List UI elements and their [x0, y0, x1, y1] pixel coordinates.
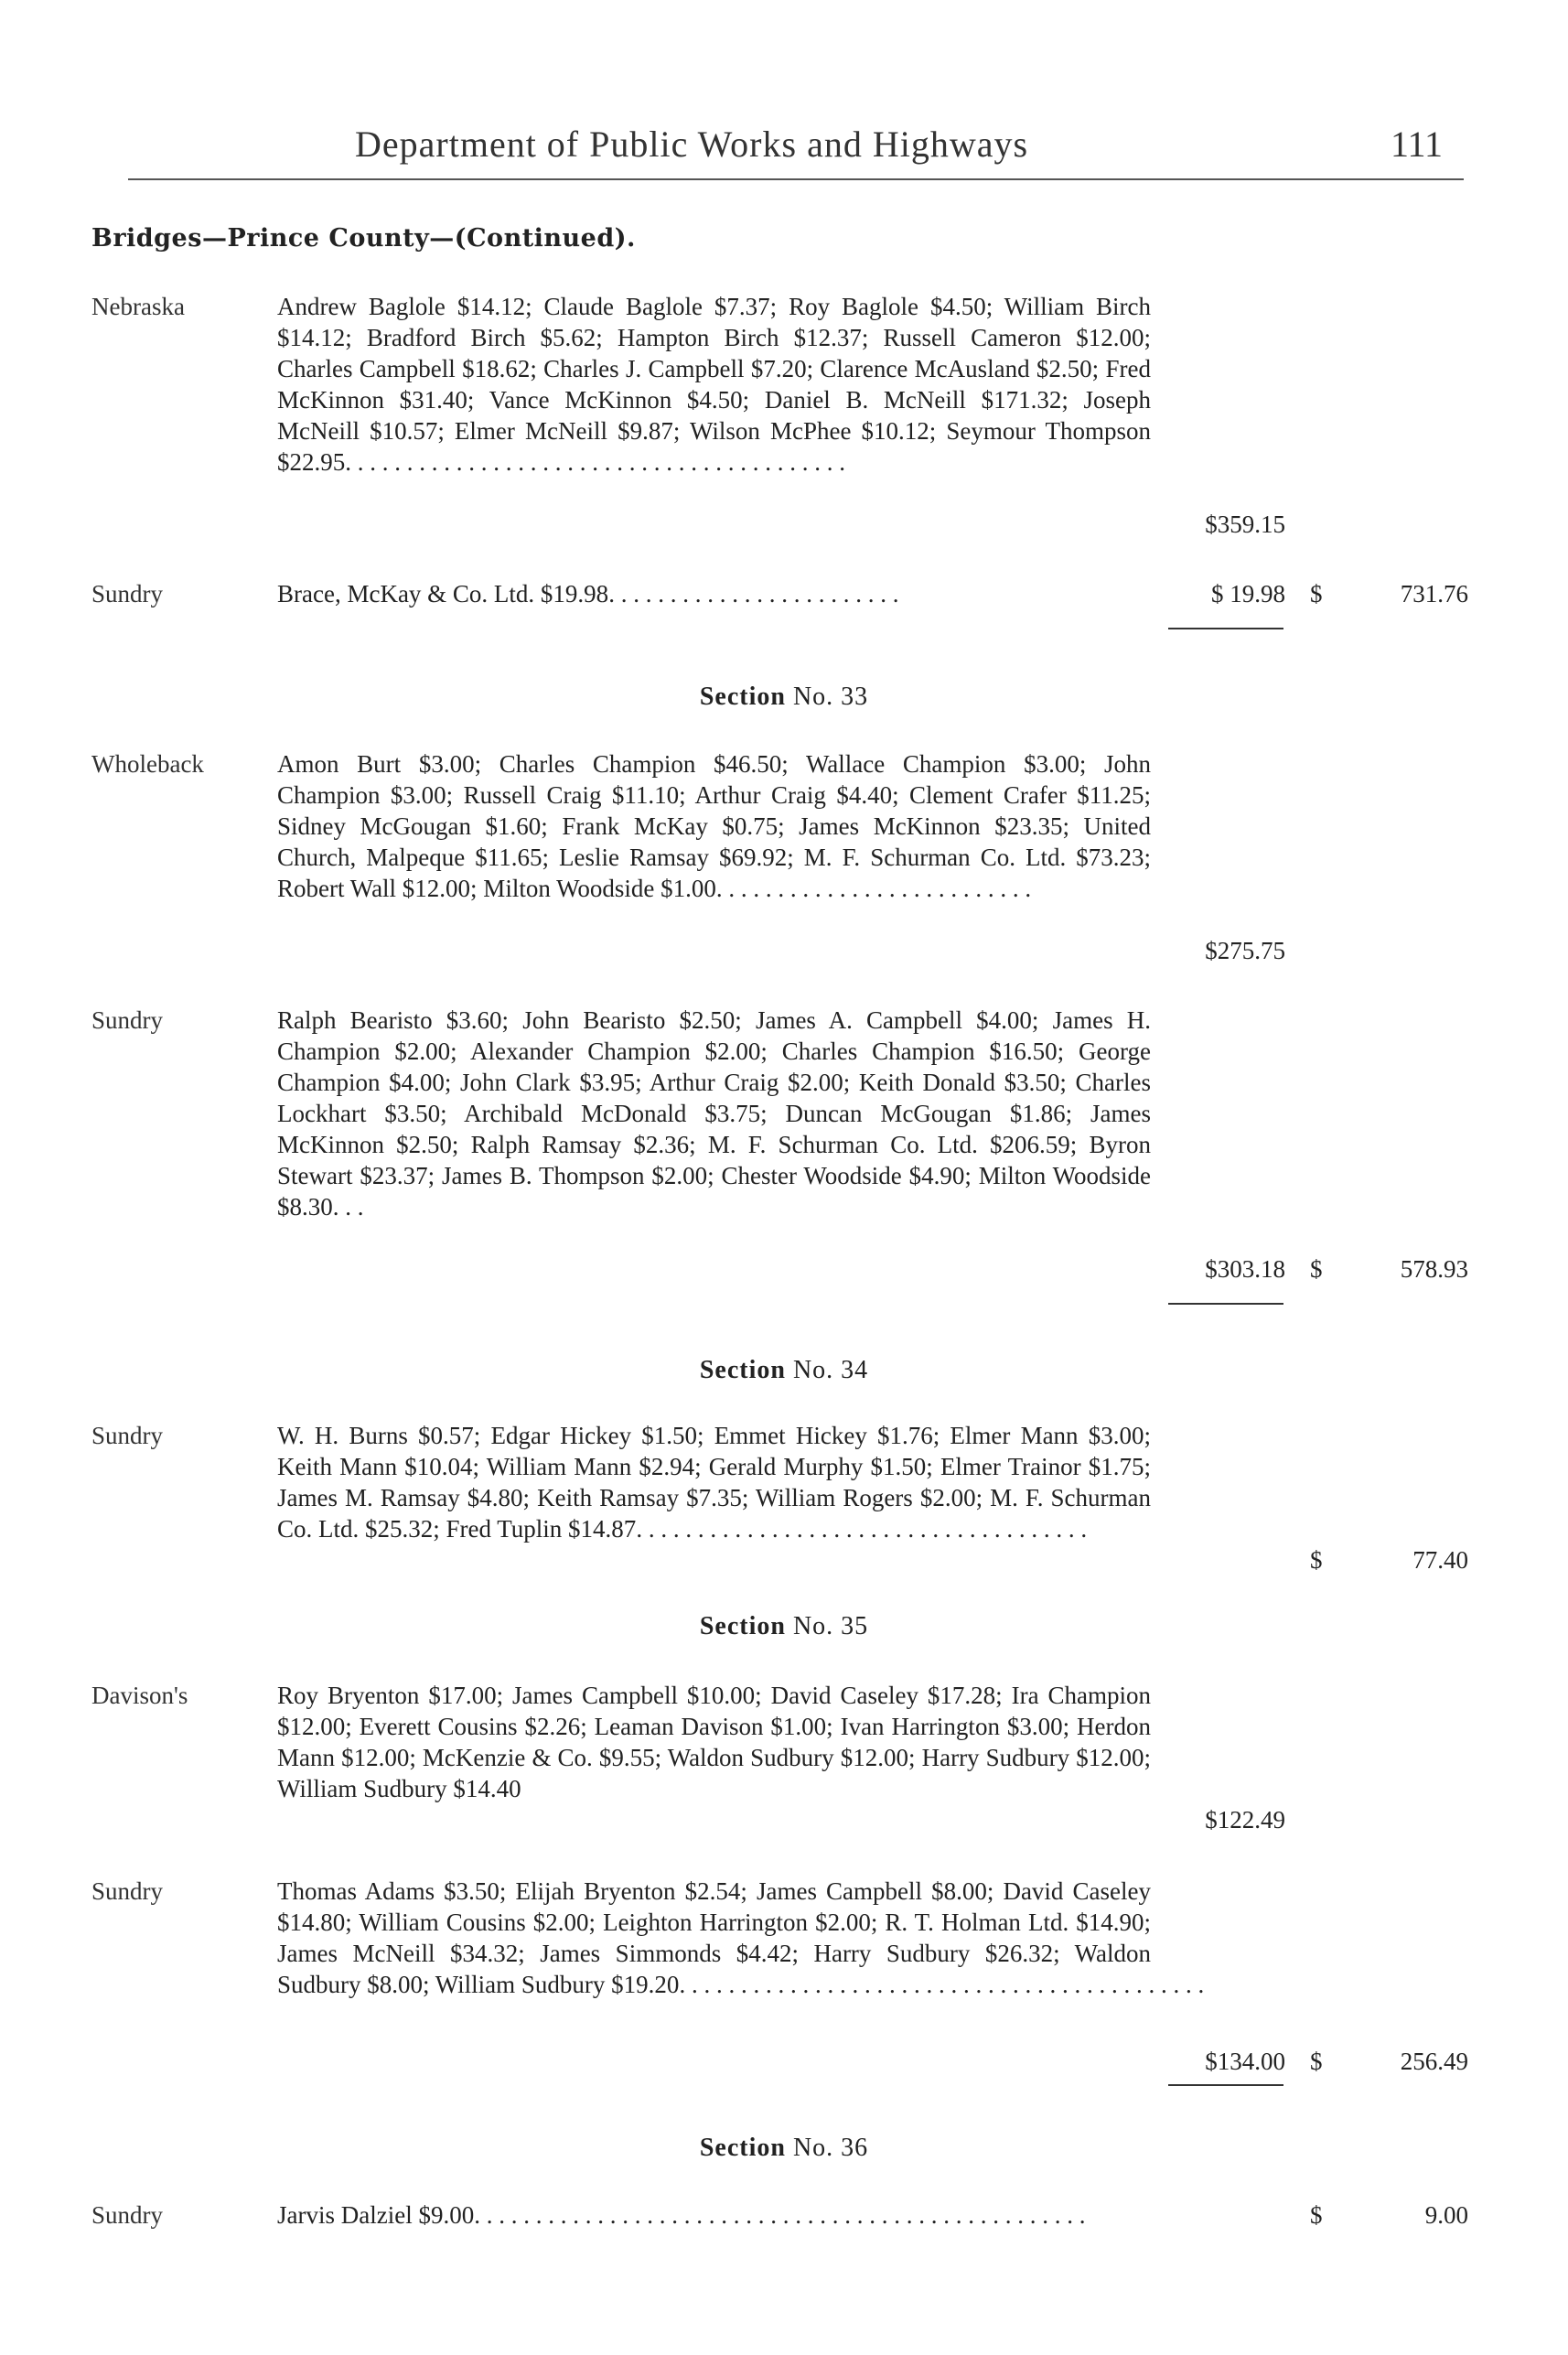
entry-payees: Andrew Baglole $14.12; Claude Baglole $7.37; Roy Baglole $4.50; William Birch $14.12; Bradford Birch $5.62; Hampton Birch $12.37; Russell Cameron $12.00; Charles Campbell $18.62; Charles J. Campbell $7.20; Clarence McAusland $2.50; Fred McKinnon $31.40; Vance McKinnon $4.50; Daniel B. McNeill $171.32; Joseph McNeill $10.57; Elmer McNeill $9.87; Wilson McPhee $10.12; Seymour Thompson $22.95: [277, 293, 1151, 476]
section-heading: Bridges—Prince County—(Continued).: [91, 224, 636, 253]
subtotal-rule: [1168, 2084, 1283, 2086]
entry-text: Thomas Adams $3.50; Elijah Bryenton $2.54; James Campbell $8.00; David Caseley $14.80; William Cousins $2.00; Leighton Harrington $2.00; R. T. Holman Ltd. $14.90; James McNeill $34.32; James Simmonds $4.42; Harry Sudbury $26.32; Waldon Sudbury $8.00; William Sudbury $19.20. . . . . . . . . . . . . . . . . . . . . . . . . . . . . . . . . . . . . . . . . . .: [277, 1877, 1205, 1998]
total-dollar-sign: $: [1310, 2048, 1323, 2075]
entry-payees: Thomas Adams $3.50; Elijah Bryenton $2.54; James Campbell $8.00; David Caseley $14.80; William Cousins $2.00; Leighton Harrington $2.00; R. T. Holman Ltd. $14.90; James McNeill $34.32; James Simmonds $4.42; Harry Sudbury $26.32; Waldon Sudbury $8.00; William Sudbury $19.20: [277, 1877, 1151, 1998]
entry-subtotal: $122.49: [1205, 1806, 1285, 1833]
total-dollar-sign: $: [1310, 580, 1323, 608]
section-total: 9.00: [1424, 2201, 1468, 2229]
entry-text: Ralph Bearisto $3.60; John Bearisto $2.50; James A. Campbell $4.00; James H. Champion $2.00; Alexander Champion $2.00; Charles Champion $16.50; George Champion $4.00; John Clark $3.95; Arthur Craig $2.00; Keith Donald $3.50; Charles Lockhart $3.50; Archibald McDonald $3.75; Duncan McGougan $1.86; James McKinnon $2.50; Ralph Ramsay $2.36; M. F. Schurman Co. Ltd. $206.59; Byron Stewart $23.37; James B. Thompson $2.00; Chester Woodside $4.90; Milton Woodside $8.30. . .: [277, 1006, 1151, 1221]
header-rule: [128, 178, 1464, 180]
total-dollar-sign: $: [1310, 2201, 1323, 2229]
total-dollar-sign: $: [1310, 1255, 1323, 1283]
entry-subtotal: $ 19.98: [1211, 580, 1285, 608]
subtotal-rule: [1168, 628, 1283, 629]
entry-text: Andrew Baglole $14.12; Claude Baglole $7.37; Roy Baglole $4.50; William Birch $14.12; Bradford Birch $5.62; Hampton Birch $12.37; Russell Cameron $12.00; Charles Campbell $18.62; Charles J. Campbell $7.20; Clarence McAusland $2.50; Fred McKinnon $31.40; Vance McKinnon $4.50; Daniel B. McNeill $171.32; Joseph McNeill $10.57; Elmer McNeill $9.87; Wilson McPhee $10.12; Seymour Thompson $22.95. . . . . . . . . . . . . . . . . . . . . . . . . . . . . . . . . . . . . . . . .: [277, 293, 1151, 476]
entry-location: Davison's: [91, 1682, 188, 1709]
entry-location: Sundry: [91, 2201, 164, 2229]
section-title: Section No. 35: [699, 1612, 869, 1640]
section-title: Section No. 36: [699, 2134, 869, 2162]
entry-payees: W. H. Burns $0.57; Edgar Hickey $1.50; Emmet Hickey $1.76; Elmer Mann $3.00; Keith Mann $10.04; William Mann $2.94; Gerald Murphy $1.50; Elmer Trainor $1.75; James M. Ramsay $4.80; Keith Ramsay $7.35; William Rogers $2.00; M. F. Schurman Co. Ltd. $25.32; Fred Tuplin $14.87: [277, 1422, 1151, 1543]
entry-text: W. H. Burns $0.57; Edgar Hickey $1.50; Emmet Hickey $1.76; Elmer Mann $3.00; Keith Mann $10.04; William Mann $2.94; Gerald Murphy $1.50; Elmer Trainor $1.75; James M. Ramsay $4.80; Keith Ramsay $7.35; William Rogers $2.00; M. F. Schurman Co. Ltd. $25.32; Fred Tuplin $14.87. . . . . . . . . . . . . . . . . . . . . . . . . . . . . . . . . . . . .: [277, 1422, 1151, 1543]
entry-text: [277, 1680, 1151, 1804]
section-total: 578.93: [1400, 1255, 1468, 1283]
entry-subtotal: $303.18: [1205, 1255, 1285, 1283]
entry-subtotal: $134.00: [1205, 2048, 1285, 2075]
section-total: 256.49: [1400, 2048, 1468, 2075]
entry-text: Amon Burt $3.00; Charles Champion $46.50; Wallace Champion $3.00; John Champion $3.00; Russell Craig $11.10; Arthur Craig $4.40; Clement Crafer $11.25; Sidney McGougan $1.60; Frank McKay $0.75; James McKinnon $23.35; United Church, Malpeque $11.65; Leslie Ramsay $69.92; M. F. Schurman Co. Ltd. $73.23; Robert Wall $12.00; Milton Woodside $1.00. . . . . . . . . . . . . . . . . . . . . . . . . .: [277, 750, 1151, 902]
running-header-title: Department of Public Works and Highways: [355, 124, 1029, 165]
entry-location: Nebraska: [91, 293, 185, 320]
section-title: Section No. 33: [699, 683, 869, 711]
entry-payees: Jarvis Dalziel $9.00: [277, 2201, 475, 2229]
entry-location: Sundry: [91, 1006, 164, 1034]
entry-subtotal: $275.75: [1205, 937, 1285, 964]
page-number: 111: [1391, 124, 1444, 165]
entry-location: Sundry: [91, 1877, 164, 1905]
section-title: Section No. 34: [699, 1356, 869, 1384]
entry-payees: Roy Bryenton $17.00; James Campbell $10.00; David Caseley $17.28; Ira Champion $12.00; Everett Cousins $2.26; Leaman Davison $1.00; Ivan Harrington $3.00; Herdon Mann $12.00; McKenzie & Co. $9.55; Waldon Sudbury $12.00; Harry Sudbury $12.00; William Sudbury $14.40: [277, 1682, 1151, 1802]
section-total: 77.40: [1412, 1546, 1468, 1574]
entry-payees: Amon Burt $3.00; Charles Champion $46.50; Wallace Champion $3.00; John Champion $3.00; Russell Craig $11.10; Arthur Craig $4.40; Clement Crafer $11.25; Sidney McGougan $1.60; Frank McKay $0.75; James McKinnon $23.35; United Church, Malpeque $11.65; Leslie Ramsay $69.92; M. F. Schurman Co. Ltd. $73.23; Robert Wall $12.00; Milton Woodside $1.00: [277, 750, 1151, 902]
total-dollar-sign: $: [1310, 1546, 1323, 1574]
entry-text: Brace, McKay & Co. Ltd. $19.98. . . . . . . . . . . . . . . . . . . . . . . .: [277, 580, 899, 608]
subtotal-rule: [1168, 1303, 1283, 1305]
section-total: 731.76: [1400, 580, 1468, 608]
entry-subtotal: $359.15: [1205, 511, 1285, 538]
entry-text: Jarvis Dalziel $9.00. . . . . . . . . . . . . . . . . . . . . . . . . . . . . . . . . . . . . . . . . . . . . . . . . .: [277, 2201, 1086, 2229]
entry-location: Sundry: [91, 580, 164, 608]
entry-payees: Ralph Bearisto $3.60; John Bearisto $2.50; James A. Campbell $4.00; James H. Champion $2.00; Alexander Champion $2.00; Charles Champion $16.50; George Champion $4.00; John Clark $3.95; Arthur Craig $2.00; Keith Donald $3.50; Charles Lockhart $3.50; Archibald McDonald $3.75; Duncan McGougan $1.86; James McKinnon $2.50; Ralph Ramsay $2.36; M. F. Schurman Co. Ltd. $206.59; Byron Stewart $23.37; James B. Thompson $2.00; Chester Woodside $4.90; Milton Woodside $8.30: [277, 1006, 1151, 1221]
entry-location: Sundry: [91, 1422, 164, 1449]
entry-location: Wholeback: [91, 750, 204, 778]
entry-payees: Brace, McKay & Co. Ltd. $19.98: [277, 580, 609, 608]
